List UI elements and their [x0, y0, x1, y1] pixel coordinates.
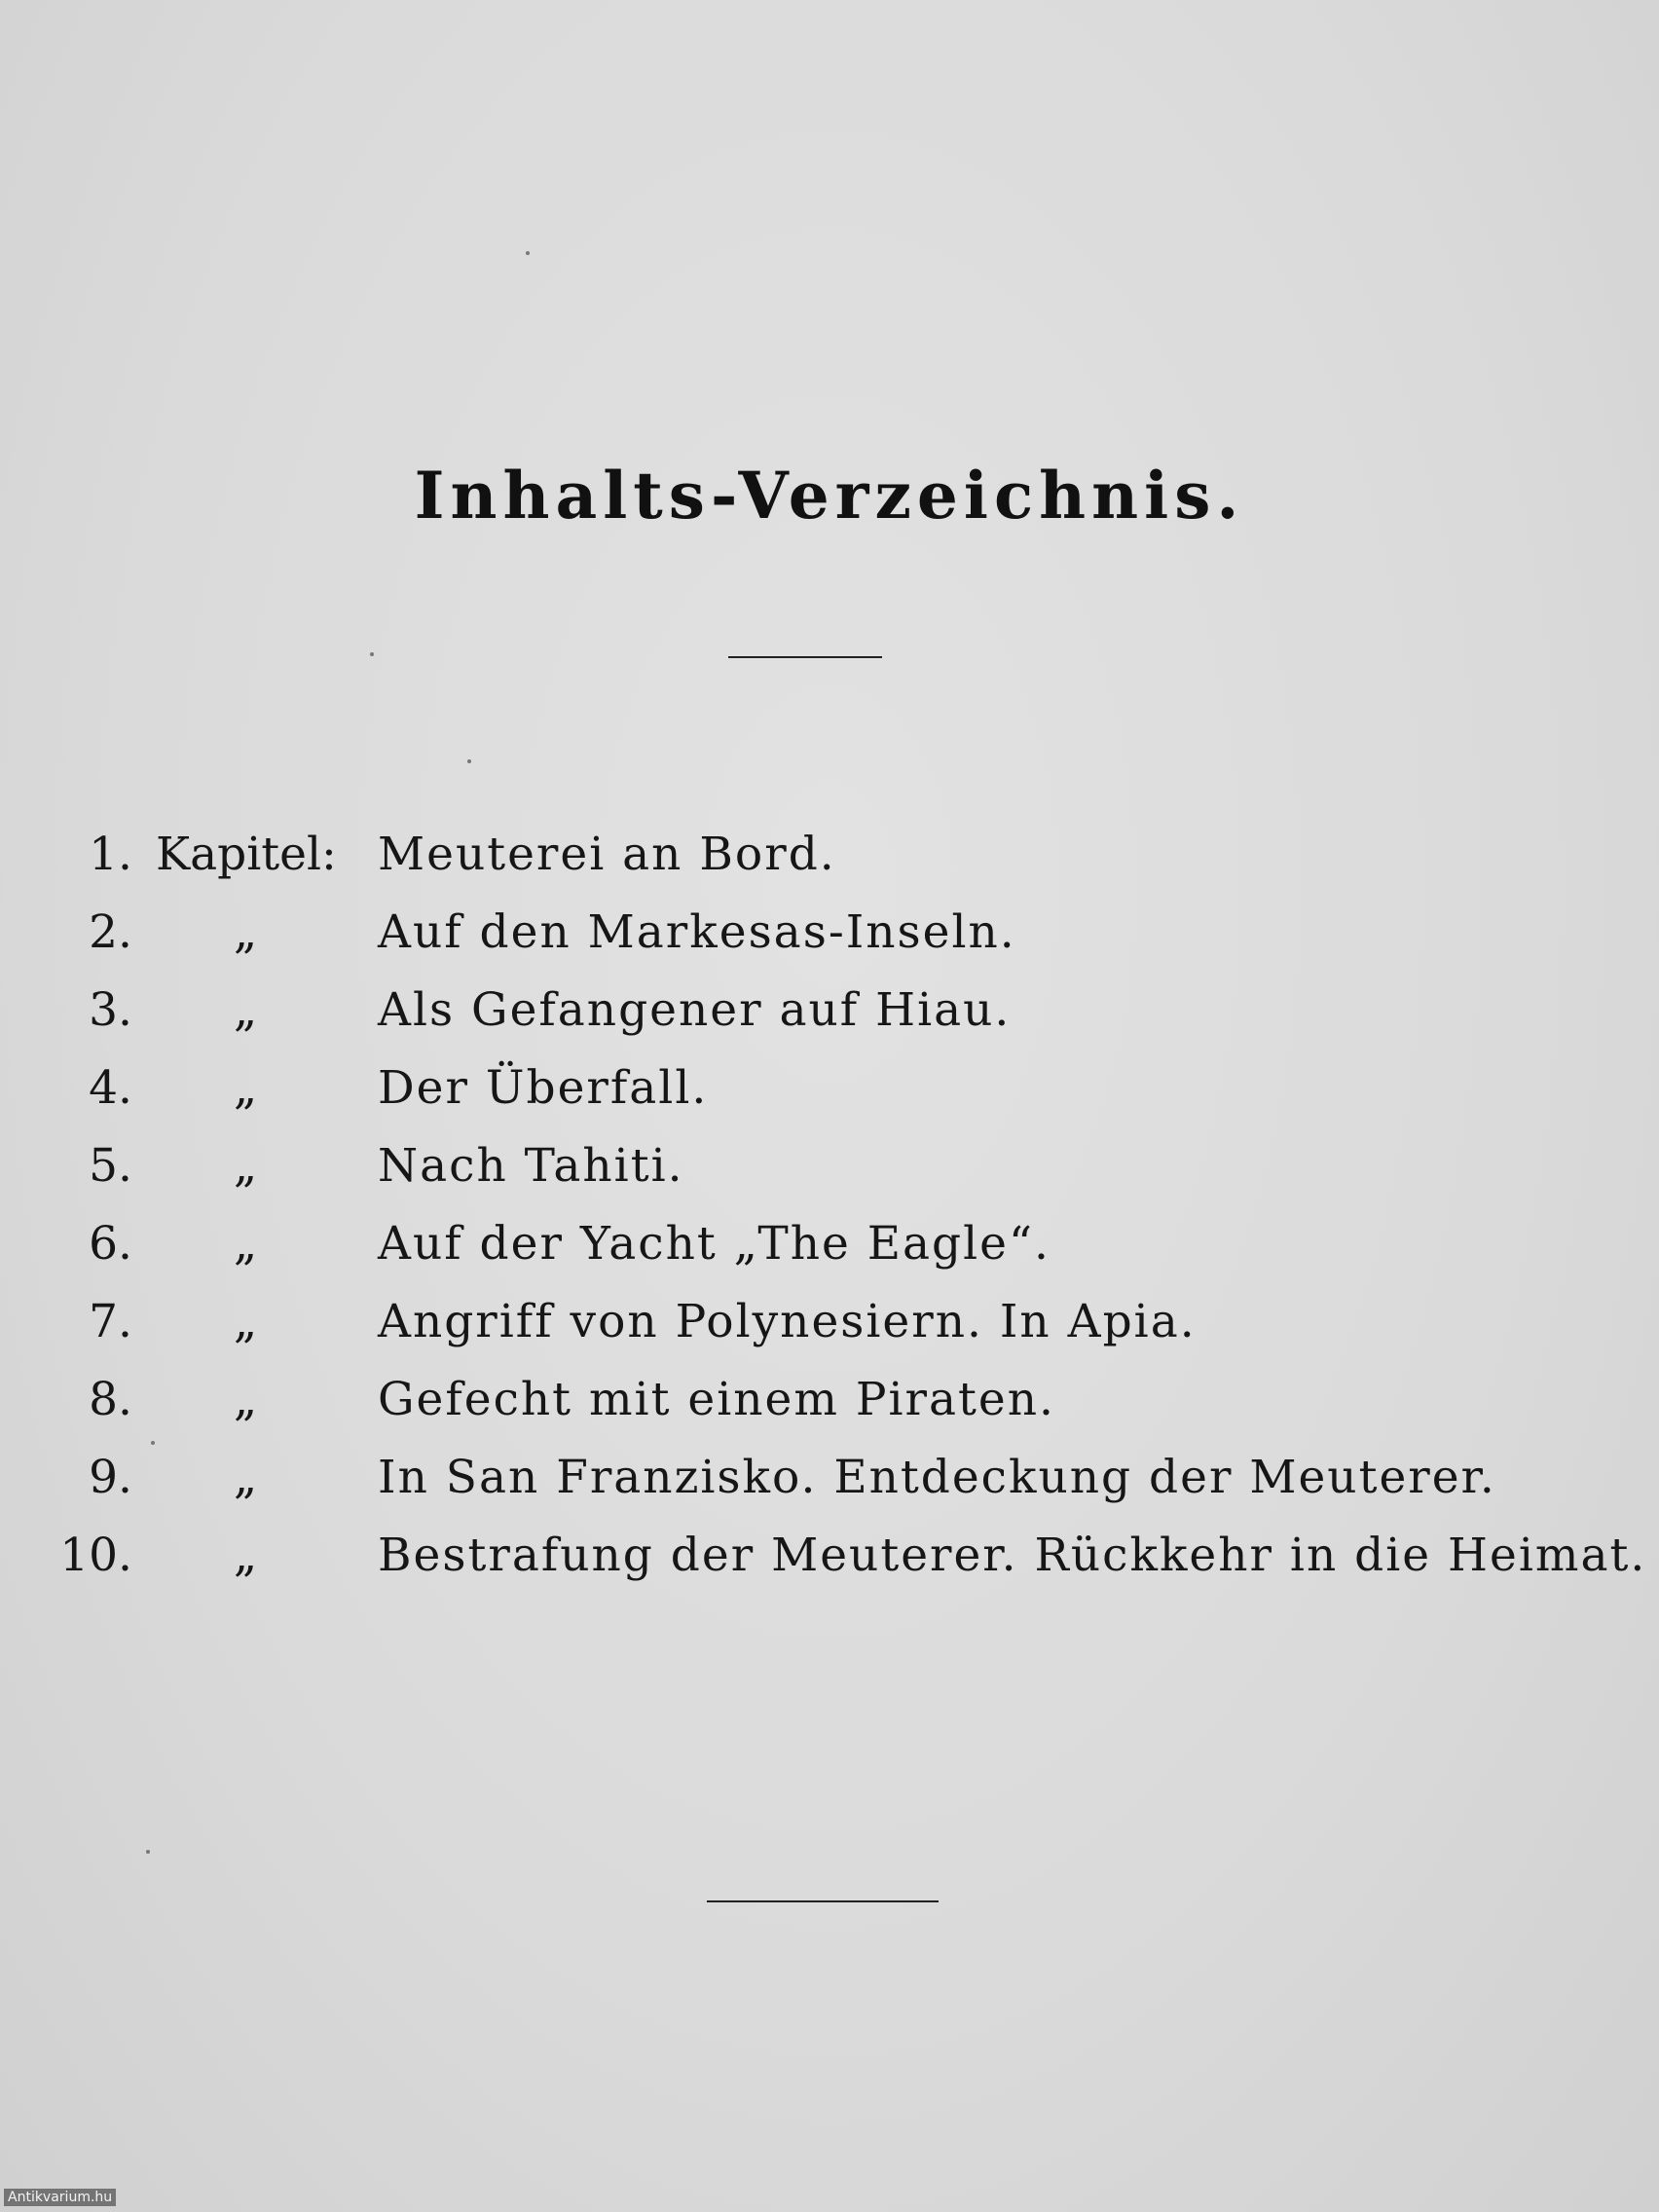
toc-title: Gefecht mit einem Piraten.: [378, 1373, 1055, 1426]
toc-ditto-mark: „: [233, 1373, 258, 1426]
toc-title: Nach Tahiti.: [378, 1139, 684, 1193]
toc-ditto-mark: „: [233, 905, 258, 959]
toc-number: 2.: [89, 905, 132, 959]
toc-entry-4: [0, 1050, 1659, 1127]
toc-entry-3: [0, 972, 1659, 1050]
toc-chapter-label: Kapitel:: [156, 828, 337, 881]
toc-entry-8: [0, 1361, 1659, 1439]
toc-entry-10: [0, 1517, 1659, 1595]
toc-ditto-mark: „: [233, 983, 258, 1037]
toc-entry-2: [0, 894, 1659, 972]
paper-speck: [151, 1441, 155, 1445]
toc-title: Bestrafung der Meuterer. Rückkehr in die Heimat.: [378, 1529, 1647, 1582]
toc-number: 7.: [89, 1295, 132, 1348]
toc-ditto-mark: „: [233, 1061, 258, 1115]
toc-entry-1: [0, 816, 1659, 894]
watermark: Antikvarium.hu: [4, 2189, 116, 2206]
toc-number: 4.: [89, 1061, 132, 1115]
toc-entry-9: [0, 1439, 1659, 1517]
toc-number: 9.: [89, 1451, 132, 1504]
top-divider: [728, 656, 882, 658]
toc-title: Auf den Markesas-Inseln.: [378, 905, 1016, 959]
toc-title: In San Franzisko. Entdeckung der Meuterer.: [378, 1451, 1496, 1504]
toc-ditto-mark: „: [233, 1139, 258, 1193]
toc-entry-5: [0, 1127, 1659, 1205]
toc-title: Meuterei an Bord.: [378, 828, 836, 881]
toc-entry-6: [0, 1205, 1659, 1283]
toc-number: 5.: [89, 1139, 132, 1193]
paper-speck: [526, 251, 530, 255]
toc-ditto-mark: „: [233, 1529, 258, 1582]
toc-ditto-mark: „: [233, 1295, 258, 1348]
paper-speck: [370, 652, 374, 656]
paper-speck: [467, 759, 471, 763]
toc-number: 3.: [89, 983, 132, 1037]
toc-ditto-mark: „: [233, 1217, 258, 1271]
bottom-divider: [707, 1900, 939, 1902]
toc-number: 6.: [89, 1217, 132, 1271]
page-title: Inhalts-Verzeichnis.: [414, 458, 1245, 534]
toc-title: Der Überfall.: [378, 1061, 709, 1115]
toc-number: 8.: [89, 1373, 132, 1426]
toc-number: 1.: [89, 828, 132, 881]
toc-title: Auf der Yacht „The Eagle“.: [378, 1217, 1051, 1271]
toc-entry-7: [0, 1283, 1659, 1361]
paper-speck: [146, 1850, 150, 1854]
toc-title: Als Gefangener auf Hiau.: [378, 983, 1012, 1037]
toc-ditto-mark: „: [233, 1451, 258, 1504]
toc-title: Angriff von Polynesiern. In Apia.: [378, 1295, 1197, 1348]
toc-number: 10.: [59, 1529, 132, 1582]
